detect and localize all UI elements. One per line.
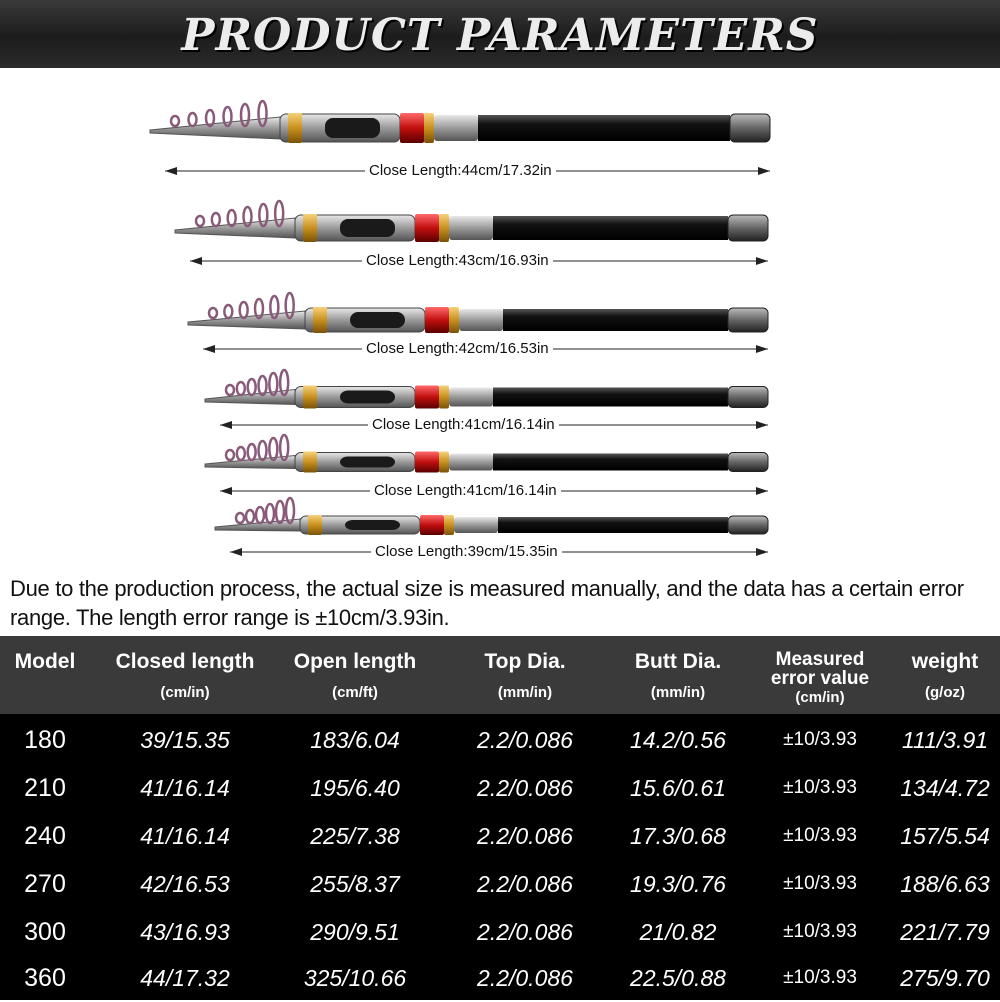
- table-cell-butt: 22.5/0.88: [630, 965, 726, 991]
- dimension-arrow-right: [756, 257, 768, 265]
- rod-illustrations: [0, 68, 1000, 570]
- table-cell-error: ±10/3.93: [783, 873, 857, 894]
- table-cell-butt: 17.3/0.68: [630, 823, 726, 849]
- dimension-arrow-left: [165, 167, 177, 175]
- column-header-label: Model: [14, 650, 76, 673]
- table-row: [0, 716, 1000, 764]
- table-cell-closed: 42/16.53: [140, 871, 230, 897]
- table-cell-open: 255/8.37: [310, 871, 400, 897]
- table-cell-top: 2.2/0.086: [477, 775, 573, 801]
- gold-ring: [439, 386, 449, 409]
- guide-ring: [228, 210, 236, 226]
- guide-ring: [236, 513, 244, 523]
- butt-cap: [730, 114, 770, 142]
- table-cell-closed: 41/16.14: [140, 823, 230, 849]
- silver-collar: [459, 309, 503, 331]
- dimension-arrow-right: [756, 487, 768, 495]
- column-header: [760, 650, 880, 707]
- column-header-unit: (cm/in): [795, 689, 845, 706]
- table-cell-weight: 157/5.54: [900, 823, 990, 849]
- column-header: [608, 650, 748, 705]
- table-cell-top: 2.2/0.086: [477, 965, 573, 991]
- column-header-unit: (g/oz): [925, 684, 965, 701]
- table-row: [0, 860, 1000, 908]
- rod-blank: [493, 216, 728, 240]
- column-header-label: Butt Dia.: [634, 650, 722, 673]
- dimension-arrow-left: [203, 345, 215, 353]
- rod-close-length-label: Close Length:42cm/16.53in: [362, 340, 553, 358]
- red-ring: [400, 113, 424, 143]
- guide-ring: [248, 444, 256, 460]
- table-cell-model: 300: [24, 918, 66, 946]
- gold-ring: [313, 307, 327, 333]
- gold-ring: [439, 452, 449, 473]
- guide-ring: [269, 438, 277, 460]
- guide-ring: [256, 507, 264, 523]
- gold-ring: [439, 214, 449, 242]
- table-cell-open: 225/7.38: [310, 823, 400, 849]
- column-header-label: Top Dia.: [484, 650, 566, 673]
- dimension-arrow-left: [190, 257, 202, 265]
- butt-cap: [728, 308, 768, 332]
- silver-collar: [449, 216, 493, 240]
- column-header-label: weight: [911, 650, 979, 673]
- column-header: [275, 650, 435, 705]
- dimension-arrow-right: [758, 167, 770, 175]
- parameters-table: [0, 636, 1000, 1000]
- table-row: [0, 764, 1000, 812]
- table-cell-error: ±10/3.93: [783, 777, 857, 798]
- rod-blank: [493, 454, 728, 471]
- table-cell-weight: 188/6.63: [900, 871, 990, 897]
- table-cell-butt: 21/0.82: [639, 919, 717, 945]
- gold-ring: [424, 113, 434, 143]
- dimension-arrow-right: [756, 421, 768, 429]
- guide-ring: [286, 498, 294, 523]
- table-cell-open: 195/6.40: [310, 775, 400, 801]
- red-ring: [425, 307, 449, 333]
- table-cell-error: ±10/3.93: [783, 825, 857, 846]
- table-cell-weight: 134/4.72: [900, 775, 990, 801]
- guide-ring: [240, 302, 248, 318]
- guide-ring: [237, 447, 245, 460]
- gold-ring: [449, 307, 459, 333]
- guide-ring: [248, 379, 256, 395]
- rod-close-length-label: Close Length:43cm/16.93in: [362, 252, 553, 270]
- table-cell-weight: 221/7.79: [900, 919, 990, 945]
- table-cell-closed: 39/15.35: [140, 727, 230, 753]
- title-banner: [0, 0, 1000, 68]
- column-header-unit: (mm/in): [497, 684, 553, 701]
- red-ring: [415, 452, 439, 473]
- dimension-arrow-right: [756, 548, 768, 556]
- column-header: [0, 650, 90, 674]
- table-cell-top: 2.2/0.086: [477, 871, 573, 897]
- rod-blank: [478, 115, 730, 141]
- rod-blank: [498, 517, 728, 533]
- red-ring: [415, 214, 439, 242]
- guide-ring: [171, 116, 179, 126]
- rod-close-length-label: Close Length:41cm/16.14in: [370, 482, 561, 500]
- guide-ring: [266, 504, 274, 523]
- table-cell-weight: 275/9.70: [900, 965, 990, 991]
- measurement-note: Due to the production process, the actual size is measured manually, and the data has a certain error range. The length error range is ±10cm/3.93in.: [10, 576, 964, 630]
- table-row: [0, 954, 1000, 1002]
- dimension-arrow-left: [220, 421, 232, 429]
- gold-ring: [288, 113, 302, 143]
- guide-ring: [237, 382, 245, 395]
- gold-ring: [303, 214, 317, 242]
- guide-ring: [276, 501, 284, 523]
- column-header: [95, 650, 275, 705]
- butt-cap: [728, 387, 768, 408]
- table-cell-model: 180: [24, 726, 66, 754]
- table-cell-model: 210: [24, 774, 66, 802]
- table-cell-error: ±10/3.93: [783, 729, 857, 750]
- table-cell-model: 270: [24, 870, 66, 898]
- reel-seat-grip: [350, 312, 405, 328]
- guide-ring: [212, 213, 220, 226]
- table-row: [0, 908, 1000, 956]
- dimension-arrow-left: [230, 548, 242, 556]
- guide-ring: [246, 510, 254, 523]
- table-cell-open: 325/10.66: [303, 965, 407, 991]
- column-header-unit: (mm/in): [650, 684, 706, 701]
- butt-cap: [728, 516, 768, 534]
- gold-ring: [303, 452, 317, 473]
- silver-collar: [434, 115, 478, 141]
- red-ring: [415, 386, 439, 409]
- table-cell-closed: 44/17.32: [140, 965, 230, 991]
- reel-seat-grip: [345, 520, 400, 530]
- rod-close-length-label: Close Length:44cm/17.32in: [365, 162, 556, 180]
- table-cell-butt: 15.6/0.61: [630, 775, 726, 801]
- guide-ring: [259, 441, 267, 460]
- table-header: [0, 636, 1000, 714]
- table-cell-model: 240: [24, 822, 66, 850]
- rod-close-length-label: Close Length:41cm/16.14in: [368, 416, 559, 434]
- column-header-label: Measured error value: [770, 649, 870, 689]
- page-title: PRODUCT PARAMETERS: [181, 10, 819, 61]
- dimension-arrow-right: [756, 345, 768, 353]
- guide-ring: [209, 308, 217, 318]
- guide-ring: [196, 216, 204, 226]
- table-row: [0, 812, 1000, 860]
- guide-ring: [259, 376, 267, 395]
- butt-cap: [728, 215, 768, 241]
- column-header: [455, 650, 595, 705]
- rod-close-length-label: Close Length:39cm/15.35in: [371, 543, 562, 561]
- column-header-unit: (cm/ft): [332, 684, 378, 701]
- table-cell-model: 360: [24, 964, 66, 992]
- silver-collar: [449, 388, 493, 407]
- reel-seat-grip: [325, 118, 380, 138]
- gold-ring: [444, 515, 454, 535]
- red-ring: [420, 515, 444, 535]
- table-cell-open: 183/6.04: [310, 727, 400, 753]
- table-cell-butt: 14.2/0.56: [630, 727, 726, 753]
- gold-ring: [303, 386, 317, 409]
- guide-ring: [226, 450, 234, 460]
- dimension-arrow-left: [220, 487, 232, 495]
- column-header-label: Closed length: [115, 650, 255, 673]
- table-cell-error: ±10/3.93: [783, 921, 857, 942]
- table-cell-top: 2.2/0.086: [477, 919, 573, 945]
- table-cell-weight: 111/3.91: [901, 727, 989, 753]
- reel-seat-grip: [340, 391, 395, 404]
- column-header-unit: (cm/in): [160, 684, 210, 701]
- table-cell-closed: 43/16.93: [140, 919, 230, 945]
- column-header: [890, 650, 1000, 705]
- column-header-label: Open length: [293, 650, 417, 673]
- rod-blank: [503, 309, 728, 331]
- gold-ring: [308, 515, 322, 535]
- reel-seat-grip: [340, 457, 395, 468]
- silver-collar: [454, 517, 498, 533]
- guide-ring: [189, 113, 197, 126]
- rod-blank: [493, 388, 728, 407]
- table-cell-error: ±10/3.93: [783, 967, 857, 988]
- reel-seat-grip: [340, 219, 395, 237]
- butt-cap: [728, 453, 768, 472]
- table-cell-closed: 41/16.14: [140, 775, 230, 801]
- table-cell-top: 2.2/0.086: [477, 727, 573, 753]
- guide-ring: [224, 305, 232, 318]
- table-cell-top: 2.2/0.086: [477, 823, 573, 849]
- guide-ring: [226, 385, 234, 395]
- table-cell-open: 290/9.51: [310, 919, 400, 945]
- table-cell-butt: 19.3/0.76: [630, 871, 726, 897]
- silver-collar: [449, 454, 493, 471]
